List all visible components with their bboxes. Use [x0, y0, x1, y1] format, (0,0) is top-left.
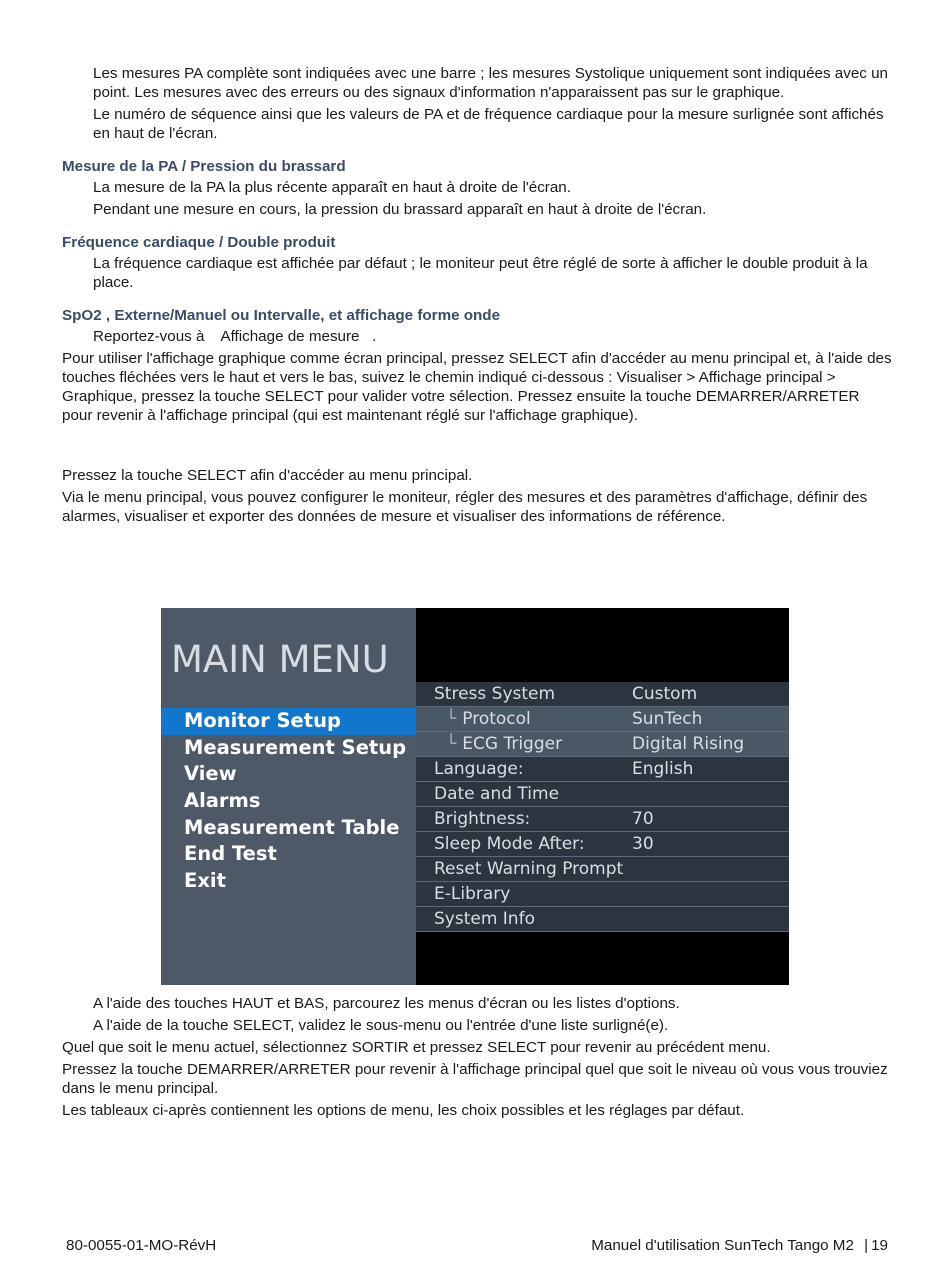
setting-value: 30 — [632, 834, 654, 854]
paragraph: A l'aide de la touche SELECT, validez le sous-menu ou l'entrée d'une liste surligné(e). — [93, 1017, 669, 1034]
footer-title — [591, 1236, 888, 1255]
setting-value: Digital Rising — [632, 734, 745, 754]
setting-row-date-time[interactable] — [416, 782, 789, 807]
setting-label: E-Library — [434, 884, 511, 904]
footer-doc-id: 80-0055-01-MO-RévH — [66, 1237, 217, 1254]
setting-row-e-library[interactable] — [416, 882, 789, 907]
setting-label: Language: — [434, 759, 524, 779]
menu-item-measurement-setup[interactable]: Measurement Setup — [184, 735, 407, 759]
menu-item-measurement-table[interactable]: Measurement Table — [184, 815, 400, 839]
setting-row-reset-warning[interactable] — [416, 857, 789, 882]
setting-row-system-info[interactable] — [416, 907, 789, 932]
setting-row-stress-system[interactable] — [416, 682, 789, 707]
menu-item-exit[interactable]: Exit — [184, 869, 226, 893]
setting-value: Custom — [632, 684, 698, 704]
setting-row-ecg-trigger[interactable] — [416, 732, 789, 757]
paragraph: La fréquence cardiaque est affichée par défaut ; le moniteur peut être réglé de sorte à afficher le double produit à la place. — [93, 255, 868, 291]
setting-label: Brightness: — [434, 809, 531, 829]
menu-panel — [161, 608, 416, 985]
settings-list — [416, 682, 789, 932]
paragraph: Reportez-vous à Affichage de mesure . — [93, 328, 377, 345]
setting-label: Reset Warning Prompt — [434, 859, 624, 879]
menu-item-view[interactable]: View — [184, 762, 237, 786]
menu-item-end-test[interactable]: End Test — [184, 842, 277, 866]
tree-branch-icon: └ — [446, 734, 457, 754]
settings-panel — [416, 608, 789, 985]
setting-label: System Info — [434, 909, 535, 929]
setting-value: 70 — [632, 809, 654, 829]
footer-separator: | — [864, 1237, 869, 1254]
paragraph: Pressez la touche SELECT afin d'accéder au menu principal. — [62, 467, 473, 484]
setting-row-brightness[interactable] — [416, 807, 789, 832]
menu-item-monitor-setup[interactable]: Monitor Setup — [161, 708, 416, 735]
paragraph: Pendant une mesure en cours, la pression du brassard apparaît en haut à droite de l'écran. — [93, 201, 707, 218]
setting-label: Stress System — [434, 684, 556, 704]
setting-value: English — [632, 759, 694, 779]
page-text — [62, 64, 892, 529]
page-text-lower — [62, 994, 892, 1123]
paragraph: A l'aide des touches HAUT et BAS, parcourez les menus d'écran ou les listes d'options. — [93, 995, 680, 1012]
setting-label: ECG Trigger — [462, 734, 563, 754]
setting-row-protocol[interactable] — [416, 707, 789, 732]
paragraph: Les mesures PA complète sont indiquées avec une barre ; les mesures Systolique uniquement sont indiquées avec un point. Les mesures avec des erreurs ou des signaux d'information n'apparaissent pas sur le graphique. — [93, 65, 888, 101]
menu-item-alarms[interactable]: Alarms — [184, 789, 261, 813]
paragraph: Via le menu principal, vous pouvez configurer le moniteur, régler des mesures et des paramètres d'affichage, définir des alarmes, visualiser et exporter des données de mesure et visualiser des informations de référence. — [62, 489, 868, 525]
main-menu-screenshot — [161, 608, 789, 985]
setting-label: Date and Time — [434, 784, 560, 804]
paragraph: Le numéro de séquence ainsi que les valeurs de PA et de fréquence cardiaque pour la mesure surlignée sont affichés en haut de l'écran. — [93, 106, 884, 142]
page-number: 19 — [871, 1237, 888, 1254]
paragraph: Pour utiliser l'affichage graphique comme écran principal, pressez SELECT afin d'accéder au menu principal et, à l'aide des touches fléchées vers le haut et vers le bas, suivez le chemin indiqué ci-dessous : Visualiser > Affichage principal > Graphique, pressez la touche SELECT pour valider votre sélection. Pressez ensuite la touche DEMARRER/ARRETER pour revenir à l'affichage principal (qui est maintenant réglé sur l'affichage graphique). — [62, 350, 892, 424]
tree-branch-icon: └ — [446, 709, 457, 729]
setting-label: Protocol — [462, 709, 531, 729]
main-menu-list — [161, 708, 416, 895]
setting-value: SunTech — [632, 709, 703, 729]
setting-row-sleep-mode[interactable] — [416, 832, 789, 857]
screen-title: MAIN MENU — [171, 638, 389, 681]
manual-title: Manuel d'utilisation SunTech Tango M2 — [591, 1237, 854, 1254]
paragraph: Quel que soit le menu actuel, sélectionnez SORTIR et pressez SELECT pour revenir au précédent menu. — [62, 1039, 771, 1056]
paragraph: La mesure de la PA la plus récente apparaît en haut à droite de l'écran. — [93, 179, 571, 196]
setting-label: Sleep Mode After: — [434, 834, 585, 854]
paragraph: Pressez la touche DEMARRER/ARRETER pour revenir à l'affichage principal quel que soit le niveau où vous vous trouviez dans le menu principal. — [62, 1061, 888, 1097]
section-heading: SpO2 , Externe/Manuel ou Intervalle, et affichage forme onde — [62, 307, 501, 324]
paragraph: Les tableaux ci-après contiennent les options de menu, les choix possibles et les réglages par défaut. — [62, 1102, 745, 1119]
setting-row-language[interactable] — [416, 757, 789, 782]
section-heading: Mesure de la PA / Pression du brassard — [62, 158, 346, 175]
section-heading: Fréquence cardiaque / Double produit — [62, 234, 336, 251]
